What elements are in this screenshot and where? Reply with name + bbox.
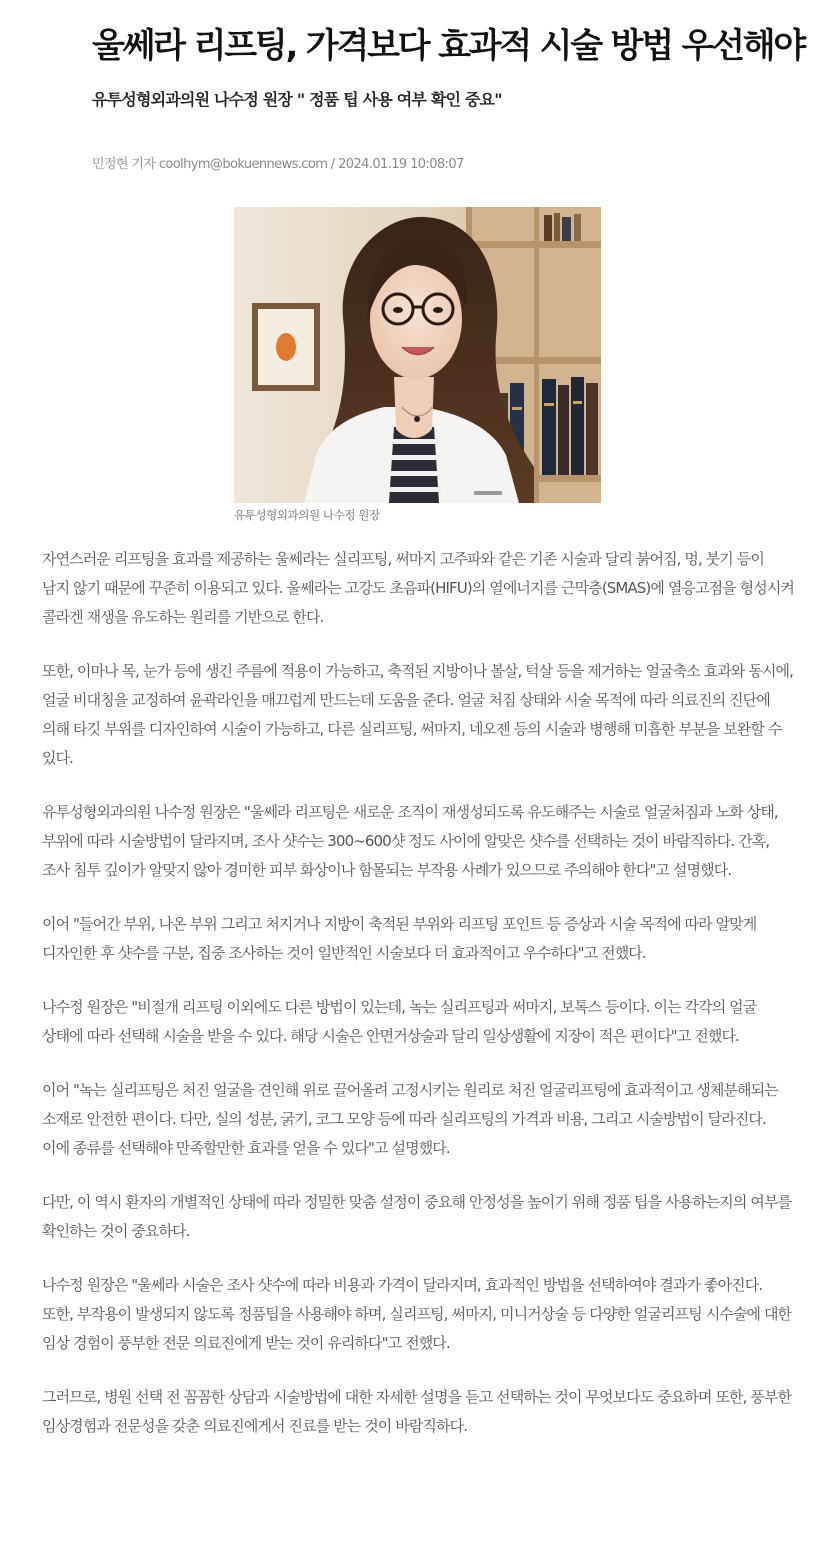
article-headline: 울쎄라 리프팅, 가격보다 효과적 시술 방법 우선해야 xyxy=(92,26,805,66)
paragraph: 나수정 원장은 "울쎄라 시술은 조사 샷수에 따라 비용과 가격이 달라지며, 효과적인 방법을 선택하여야 결과가 좋아진다. 또한, 부작용이 발생되지 않도록 정품팁을 사용해야 하며, 실리프팅, 써마지, 미니거상술 등 다양한 얼굴리프팅 시수술에 대한 임상 경험이 풍부한 전문 의료진에게 받는 것이 유리하다"고 전했다. xyxy=(42,1276,792,1352)
paragraph: 이어 "녹는 실리프팅은 처진 얼굴을 견인해 위로 끌어올려 고정시키는 원리로 처진 얼굴리프팅에 효과적이고 생체분해되는 소재로 안전한 편이다. 다만, 실의 성분, 굵기, 코그 모양 등에 따라 실리프팅의 가격과 비용, 그리고 시술방법이 달라진다. 이에 종류를 선택해야 만족할만한 효과를 얻을 수 있다"고 설명했다. xyxy=(42,1081,778,1157)
image-caption: 유투성형외과의원 나수정 원장 xyxy=(234,508,380,522)
paragraph: 다만, 이 역시 환자의 개별적인 상태에 따라 정밀한 맞춤 설정이 중요해 안정성을 높이기 위해 정품 팁을 사용하는지의 여부를 확인하는 것이 중요하다. xyxy=(42,1193,792,1240)
article-byline: 민정현 기자 coolhym@bokuennews.com / 2024.01.19 10:08:07 xyxy=(92,157,464,172)
paragraph: 또한, 이마나 목, 눈가 등에 생긴 주름에 적용이 가능하고, 축적된 지방이나 볼살, 턱살 등을 제거하는 얼굴축소 효과와 동시에, 얼굴 비대칭을 교정하여 윤곽라인을 매끄럽게 만드는데 도움을 준다. 얼굴 처짐 상태와 시술 목적에 따라 의료진의 진단에 의해 타깃 부위를 디자인하여 시술이 가능하고, 다른 실리프팅, 써마지, 네오젠 등의 시술과 병행해 미흡한 부분을 보완할 수 있다. xyxy=(42,662,794,767)
article-subheadline: 유투성형외과의원 나수정 원장 " 정품 팁 사용 여부 확인 중요" xyxy=(92,90,502,109)
paragraph: 유투성형외과의원 나수정 원장은 "울쎄라 리프팅은 새로운 조직이 재생성되도록 유도해주는 시술로 얼굴처짐과 노화 상태, 부위에 따라 시술방법이 달라지며, 조사 샷수는 300~600샷 정도 사이에 알맞은 샷수를 선택하는 것이 바람직하다. 간혹, 조사 침투 깊이가 알맞지 않아 경미한 피부 화상이나 함몰되는 부작용 사례가 있으므로 주의해야 한다"고 설명했다. xyxy=(42,803,778,879)
article-photo xyxy=(234,207,601,503)
paragraph: 자연스러운 리프팅을 효과를 제공하는 울쎄라는 실리프팅, 써마지 고주파와 같은 기존 시술과 달리 붉어짐, 멍, 붓기 등이 남지 않기 때문에 꾸준히 이용되고 있다. 울쎄라는 고강도 초음파(HIFU)의 열에너지를 근막층(SMAS)에 열응고점을 형성시켜 콜라겐 재생을 유도하는 원리를 기반으로 한다. xyxy=(42,550,795,626)
paragraph: 나수정 원장은 "비절개 리프팅 이외에도 다른 방법이 있는데, 녹는 실리프팅과 써마지, 보톡스 등이다. 이는 각각의 얼굴 상태에 따라 선택해 시술을 받을 수 있다. 해당 시술은 안면거상술과 달리 일상생활에 지장이 적은 편이다"고 전했다. xyxy=(42,998,757,1045)
article-body xyxy=(42,545,794,1466)
paragraph: 그러므로, 병원 선택 전 꼼꼼한 상담과 시술방법에 대한 자세한 설명을 듣고 선택하는 것이 무엇보다도 중요하며 또한, 풍부한 임상경험과 전문성을 갖춘 의료진에게서 진료를 받는 것이 바람직하다. xyxy=(42,1388,792,1435)
paragraph: 이어 "들어간 부위, 나온 부위 그리고 처지거나 지방이 축적된 부위와 리프팅 포인트 등 증상과 시술 목적에 따라 알맞게 디자인한 후 샷수를 구분, 집중 조사하는 것이 일반적인 시술보다 더 효과적이고 우수하다"고 전했다. xyxy=(42,915,757,962)
